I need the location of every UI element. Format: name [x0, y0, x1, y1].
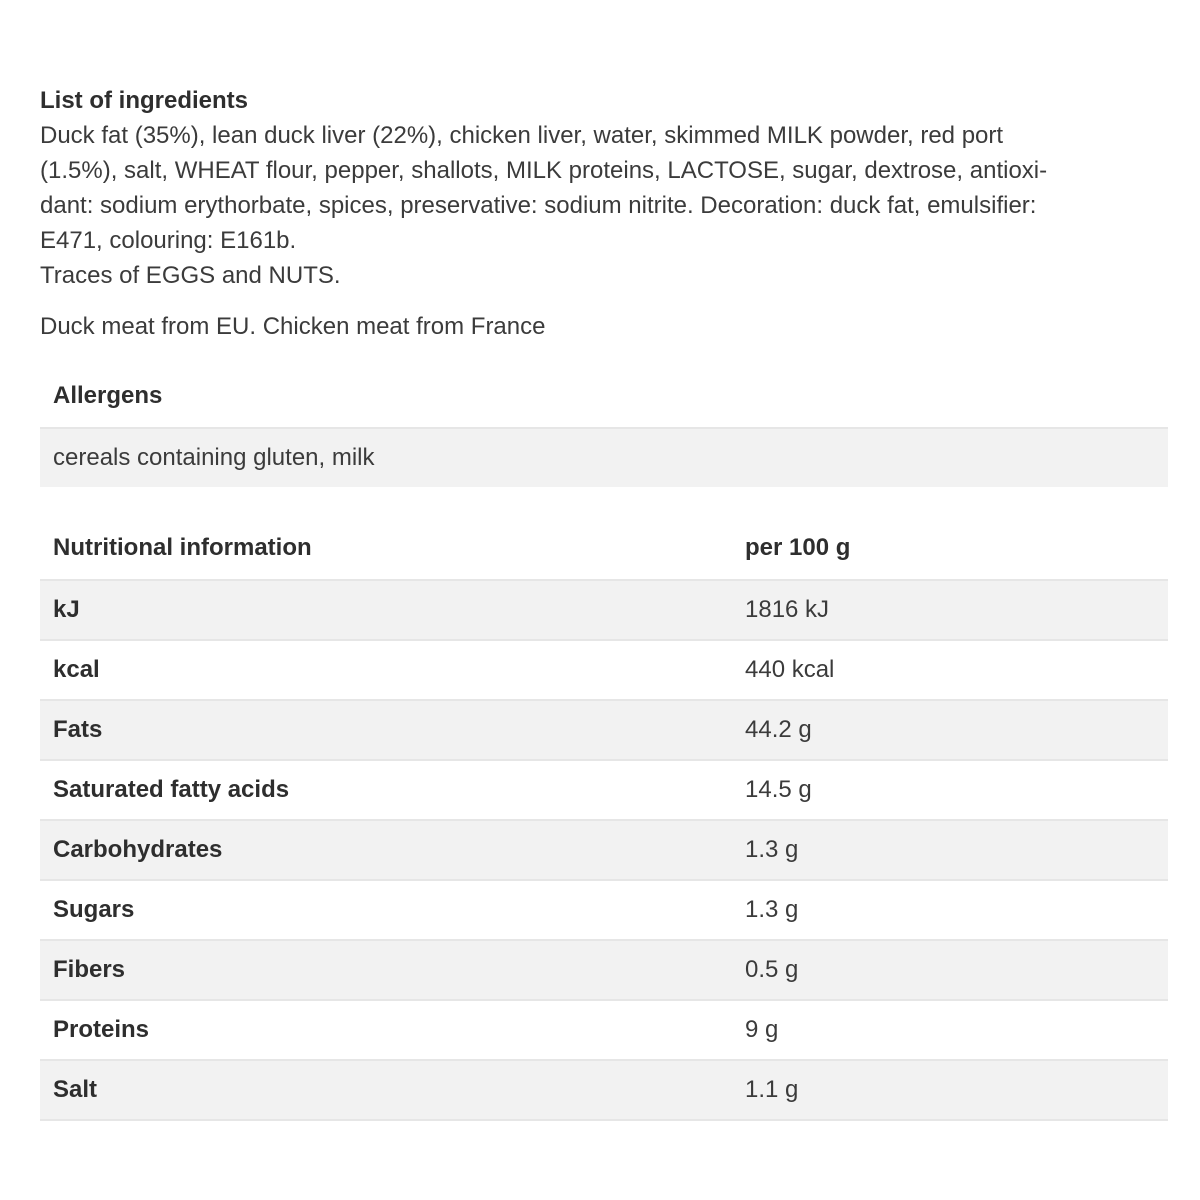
traces-note: Traces of EGGS and NUTS.	[40, 262, 341, 289]
nutrition-header-value: per 100 g	[733, 517, 1168, 580]
table-row	[40, 760, 1168, 820]
nutrient-value: 1.3 g	[733, 880, 1168, 940]
nutrient-label: kJ	[40, 580, 733, 640]
ingredients-line: E471, colouring: E161b.	[40, 227, 297, 254]
table-row	[40, 1000, 1168, 1060]
nutrient-label: Carbohydrates	[40, 820, 733, 880]
nutrition-header-row	[40, 517, 1168, 580]
nutrition-table	[40, 517, 1168, 1121]
nutrient-label: kcal	[40, 640, 733, 700]
nutrient-value: 1.3 g	[733, 820, 1168, 880]
ingredients-section	[40, 84, 1168, 344]
table-row	[40, 1060, 1168, 1120]
table-row	[40, 940, 1168, 1000]
ingredients-title: List of ingredients	[40, 87, 249, 114]
nutrient-value: 0.5 g	[733, 940, 1168, 1000]
nutrient-label: Saturated fatty acids	[40, 760, 733, 820]
table-row	[40, 640, 1168, 700]
nutrient-label: Fibers	[40, 940, 733, 1000]
allergens-value: cereals containing gluten, milk	[40, 429, 1168, 487]
nutrient-label: Sugars	[40, 880, 733, 940]
nutrient-label: Proteins	[40, 1000, 733, 1060]
table-row	[40, 580, 1168, 640]
nutrient-value: 9 g	[733, 1000, 1168, 1060]
allergens-header: Allergens	[40, 365, 1168, 429]
nutrient-value: 1.1 g	[733, 1060, 1168, 1120]
ingredients-line: dant: sodium erythorbate, spices, preservative: sodium nitrite. Decoration: duck fat, emulsifier:	[40, 192, 1037, 219]
nutrient-value: 14.5 g	[733, 760, 1168, 820]
allergens-table	[40, 365, 1168, 487]
nutrient-label: Fats	[40, 700, 733, 760]
ingredients-line: (1.5%), salt, WHEAT flour, pepper, shallots, MILK proteins, LACTOSE, sugar, dextrose, antioxi-	[40, 157, 1048, 184]
product-info	[40, 84, 1168, 1121]
table-row	[40, 880, 1168, 940]
nutrient-label: Salt	[40, 1060, 733, 1120]
table-row	[40, 700, 1168, 760]
origin-note: Duck meat from EU. Chicken meat from France	[40, 313, 546, 340]
nutrient-value: 1816 kJ	[733, 580, 1168, 640]
table-row	[40, 820, 1168, 880]
nutrient-value: 440 kcal	[733, 640, 1168, 700]
ingredients-line: Duck fat (35%), lean duck liver (22%), chicken liver, water, skimmed MILK powder, red port	[40, 122, 1004, 149]
nutrition-header-label: Nutritional information	[40, 517, 733, 580]
nutrient-value: 44.2 g	[733, 700, 1168, 760]
